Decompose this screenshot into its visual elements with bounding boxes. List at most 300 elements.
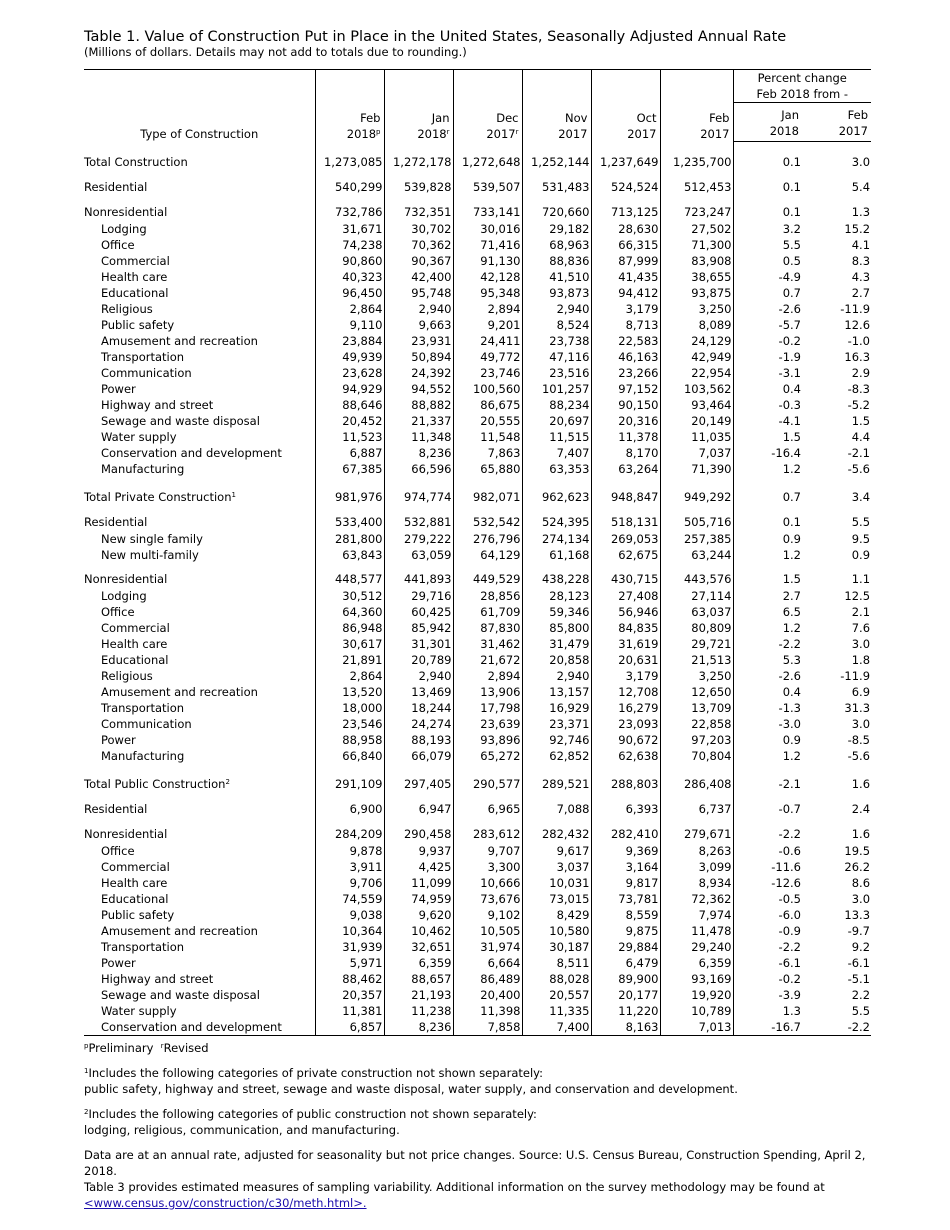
value-cell: 29,716 (384, 588, 453, 604)
percent-cell: -2.6 (733, 668, 802, 684)
value-cell: 11,220 (591, 1003, 660, 1019)
percent-cell: 19.5 (844, 844, 871, 858)
value-cell: 20,149 (660, 413, 733, 429)
percent-cell: 8.6 (851, 876, 871, 890)
col-header: Feb 2017 (660, 70, 733, 142)
table-row (84, 413, 871, 429)
value-cell: 720,660 (522, 196, 591, 221)
percent-cell: 0.4 (733, 381, 802, 397)
value-cell: 8,236 (384, 1019, 453, 1036)
row-label: Office (101, 844, 135, 858)
percent-cell: 2.7 (851, 286, 871, 300)
row-label: Educational (101, 653, 169, 667)
table-row (84, 429, 871, 445)
value-cell: 31,479 (522, 636, 591, 652)
percent-cell: 0.7 (733, 285, 802, 301)
value-cell: 9,707 (453, 843, 522, 859)
value-cell: 31,619 (591, 636, 660, 652)
percent-cell: -16.7 (733, 1019, 802, 1036)
value-cell: 9,369 (591, 843, 660, 859)
percent-cell: 3.0 (851, 637, 871, 651)
percent-cell: -2.6 (733, 301, 802, 317)
value-cell: 74,238 (315, 237, 384, 253)
value-cell: 443,576 (660, 563, 733, 588)
value-cell: 3,179 (591, 301, 660, 317)
value-cell: 7,863 (453, 445, 522, 461)
value-cell: 279,222 (384, 531, 453, 547)
row-label: Manufacturing (101, 749, 185, 763)
percent-cell: 5.4 (851, 180, 871, 194)
row-label: Water supply (101, 1004, 177, 1018)
pct-col-header: Feb 2017 (802, 103, 871, 142)
value-cell: 28,123 (522, 588, 591, 604)
row-label: Nonresidential (84, 572, 168, 586)
col-header: Dec 2017$^r$ (453, 70, 522, 142)
percent-cell: -4.1 (733, 413, 802, 429)
table-row (84, 1019, 871, 1036)
value-cell: 524,395 (522, 506, 591, 531)
percent-cell: 1.3 (733, 1003, 802, 1019)
value-cell: 1,235,700 (660, 142, 733, 172)
value-cell: 540,299 (315, 171, 384, 196)
value-cell: 63,059 (384, 547, 453, 563)
value-cell: 23,093 (591, 716, 660, 732)
value-cell: 10,505 (453, 923, 522, 939)
value-cell: 42,949 (660, 349, 733, 365)
percent-cell: 16.3 (844, 350, 871, 364)
footnotes (84, 1040, 884, 1220)
row-label: Communication (101, 366, 192, 380)
table-row (84, 461, 871, 477)
table-row (84, 349, 871, 365)
value-cell: 42,128 (453, 269, 522, 285)
row-label: Office (101, 605, 135, 619)
percent-cell: 0.9 (733, 531, 802, 547)
value-cell: 32,651 (384, 939, 453, 955)
value-cell: 90,150 (591, 397, 660, 413)
value-cell: 70,804 (660, 748, 733, 764)
value-cell: 38,655 (660, 269, 733, 285)
table-row (84, 1003, 871, 1019)
value-cell: 11,238 (384, 1003, 453, 1019)
col-header: Oct 2017 (591, 70, 660, 142)
value-cell: 11,378 (591, 429, 660, 445)
value-cell: 19,920 (660, 987, 733, 1003)
row-label: Nonresidential (84, 205, 168, 219)
value-cell: 46,163 (591, 349, 660, 365)
table-row (84, 253, 871, 269)
row-label: Conservation and development (84, 1019, 315, 1036)
value-cell: 8,713 (591, 317, 660, 333)
percent-cell: 0.9 (851, 548, 871, 562)
table-row (84, 652, 871, 668)
table-row (84, 891, 871, 907)
value-cell: 23,639 (453, 716, 522, 732)
methodology-link[interactable]: <www.census.gov/construction/c30/meth.html>. (84, 1196, 367, 1210)
row-label: Commercial (101, 621, 170, 635)
table-row (84, 923, 871, 939)
value-cell: 74,959 (384, 891, 453, 907)
table-row (84, 875, 871, 891)
percent-cell: 13.3 (844, 908, 871, 922)
value-cell: 13,906 (453, 684, 522, 700)
percent-cell: -6.0 (733, 907, 802, 923)
value-cell: 732,786 (315, 196, 384, 221)
row-label: Manufacturing (101, 462, 185, 476)
percent-cell: 5.5 (851, 1004, 871, 1018)
value-cell: 88,958 (315, 732, 384, 748)
value-cell: 90,672 (591, 732, 660, 748)
table-row (84, 818, 871, 843)
table-row (84, 142, 871, 172)
row-label: Transportation (101, 940, 185, 954)
value-cell: 61,168 (522, 547, 591, 563)
row-label: Highway and street (101, 398, 214, 412)
value-cell: 3,164 (591, 859, 660, 875)
value-cell: 9,620 (384, 907, 453, 923)
percent-cell: -8.3 (847, 382, 871, 396)
value-cell: 100,560 (453, 381, 522, 397)
percent-cell: -0.5 (733, 891, 802, 907)
value-cell: 73,676 (453, 891, 522, 907)
value-cell: 7,400 (522, 1019, 591, 1036)
value-cell: 279,671 (660, 818, 733, 843)
value-cell: 23,884 (315, 333, 384, 349)
row-label: Lodging (101, 222, 147, 236)
percent-cell: 3.0 (851, 892, 871, 906)
percent-cell: -2.2 (733, 939, 802, 955)
row-label: Sewage and waste disposal (101, 414, 260, 428)
table-row (84, 684, 871, 700)
value-cell: 532,881 (384, 506, 453, 531)
value-cell: 2,894 (453, 301, 522, 317)
table-row (84, 285, 871, 301)
value-cell: 85,800 (522, 620, 591, 636)
row-label: Public safety (101, 908, 175, 922)
percent-cell: 1.2 (733, 620, 802, 636)
table-row (84, 987, 871, 1003)
value-cell: 94,929 (315, 381, 384, 397)
value-cell: 31,974 (453, 939, 522, 955)
value-cell: 24,129 (660, 333, 733, 349)
percent-cell: 0.4 (733, 684, 802, 700)
percent-cell: 1.2 (733, 547, 802, 563)
value-cell: 20,316 (591, 413, 660, 429)
value-cell: 87,999 (591, 253, 660, 269)
value-cell: 10,364 (315, 923, 384, 939)
value-cell: 13,709 (660, 700, 733, 716)
value-cell: 8,263 (660, 843, 733, 859)
value-cell: 10,666 (453, 875, 522, 891)
table-row (84, 955, 871, 971)
value-cell: 92,746 (522, 732, 591, 748)
value-cell: 61,709 (453, 604, 522, 620)
table-row (84, 620, 871, 636)
value-cell: 28,630 (591, 221, 660, 237)
value-cell: 71,300 (660, 237, 733, 253)
percent-cell: -0.7 (733, 793, 802, 818)
table-row (84, 563, 871, 588)
value-cell: 449,529 (453, 563, 522, 588)
row-label: Religious (101, 669, 153, 683)
value-cell: 24,392 (384, 365, 453, 381)
value-cell: 93,875 (660, 285, 733, 301)
value-cell: 73,015 (522, 891, 591, 907)
value-cell: 948,847 (591, 477, 660, 506)
percent-cell: -5.2 (847, 398, 871, 412)
percent-cell: 9.2 (851, 940, 871, 954)
value-cell: 20,452 (315, 413, 384, 429)
percent-cell: 6.9 (851, 685, 871, 699)
value-cell: 63,264 (591, 461, 660, 477)
value-cell: 66,315 (591, 237, 660, 253)
percent-cell: 8.3 (851, 254, 871, 268)
percent-cell: 1.5 (733, 429, 802, 445)
value-cell: 73,781 (591, 891, 660, 907)
value-cell: 23,746 (453, 365, 522, 381)
row-label: Educational (101, 286, 169, 300)
value-cell: 2,940 (522, 301, 591, 317)
percent-cell: 3.0 (851, 155, 871, 169)
percent-cell: -5.6 (847, 749, 871, 763)
percent-cell: 2.4 (851, 802, 871, 816)
value-cell: 533,400 (315, 506, 384, 531)
value-cell: 2,940 (384, 301, 453, 317)
value-cell: 949,292 (660, 477, 733, 506)
value-cell: 84,835 (591, 620, 660, 636)
value-cell: 87,830 (453, 620, 522, 636)
value-cell: 80,809 (660, 620, 733, 636)
row-label: Health care (101, 270, 168, 284)
percent-cell: 0.1 (733, 506, 802, 531)
value-cell: 8,236 (384, 445, 453, 461)
percent-cell: -11.9 (840, 669, 871, 683)
value-cell: 9,937 (384, 843, 453, 859)
value-cell: 6,359 (660, 955, 733, 971)
value-cell: 66,596 (384, 461, 453, 477)
row-label: Power (101, 733, 136, 747)
row-label: Public safety (101, 318, 175, 332)
percent-cell: 1.6 (851, 777, 871, 791)
value-cell: 28,856 (453, 588, 522, 604)
value-cell: 3,179 (591, 668, 660, 684)
value-cell: 29,721 (660, 636, 733, 652)
percent-cell: -2.1 (733, 764, 802, 793)
value-cell: 47,116 (522, 349, 591, 365)
row-label: Sewage and waste disposal (101, 988, 260, 1002)
value-cell: 518,131 (591, 506, 660, 531)
value-cell: 29,884 (591, 939, 660, 955)
value-cell: 10,031 (522, 875, 591, 891)
table-row (84, 748, 871, 764)
value-cell: 532,542 (453, 506, 522, 531)
percent-cell: -1.0 (847, 334, 871, 348)
value-cell: 95,748 (384, 285, 453, 301)
value-cell: 27,408 (591, 588, 660, 604)
value-cell: 49,939 (315, 349, 384, 365)
value-cell: 64,360 (315, 604, 384, 620)
value-cell: 88,028 (522, 971, 591, 987)
value-cell: 7,013 (660, 1019, 733, 1036)
value-cell: 63,353 (522, 461, 591, 477)
value-cell: 20,697 (522, 413, 591, 429)
value-cell: 1,272,178 (384, 142, 453, 172)
value-cell: 524,524 (591, 171, 660, 196)
value-cell: 6,947 (384, 793, 453, 818)
value-cell: 11,548 (453, 429, 522, 445)
footnote-2: $^2$Includes the following categories of public construction not shown separately: lodging, religious, communication, and manufacturing. (84, 1107, 537, 1137)
value-cell: 981,976 (315, 477, 384, 506)
value-cell: 18,000 (315, 700, 384, 716)
value-cell: 276,796 (453, 531, 522, 547)
row-label: Transportation (101, 350, 185, 364)
value-cell: 6,359 (384, 955, 453, 971)
value-cell: 88,462 (315, 971, 384, 987)
percent-cell: 5.5 (851, 515, 871, 529)
table-row (84, 171, 871, 196)
value-cell: 732,351 (384, 196, 453, 221)
percent-cell: 12.6 (844, 318, 871, 332)
value-cell: 93,464 (660, 397, 733, 413)
value-cell: 88,193 (384, 732, 453, 748)
col-header: Jan 2018$^r$ (384, 70, 453, 142)
table-row (84, 397, 871, 413)
table-row (84, 732, 871, 748)
row-label: New single family (101, 532, 203, 546)
row-label: Nonresidential (84, 827, 168, 841)
row-label: Transportation (101, 701, 185, 715)
value-cell: 71,390 (660, 461, 733, 477)
value-cell: 6,393 (591, 793, 660, 818)
percent-cell: 4.1 (851, 238, 871, 252)
value-cell: 59,346 (522, 604, 591, 620)
value-cell: 18,244 (384, 700, 453, 716)
percent-cell: 3.4 (851, 490, 871, 504)
percent-cell: -11.9 (840, 302, 871, 316)
value-cell: 6,887 (315, 445, 384, 461)
value-cell: 68,963 (522, 237, 591, 253)
value-cell: 86,948 (315, 620, 384, 636)
table-row (84, 333, 871, 349)
percent-cell: 0.1 (733, 171, 802, 196)
value-cell: 20,400 (453, 987, 522, 1003)
value-cell: 531,483 (522, 171, 591, 196)
value-cell: 11,348 (384, 429, 453, 445)
row-label: Health care (101, 876, 168, 890)
percent-cell: 7.6 (851, 621, 871, 635)
table-row (84, 668, 871, 684)
percent-cell: 2.7 (733, 588, 802, 604)
value-cell: 31,462 (453, 636, 522, 652)
row-label: Office (101, 238, 135, 252)
value-cell: 91,130 (453, 253, 522, 269)
value-cell: 3,099 (660, 859, 733, 875)
percent-change-header: Percent change Feb 2018 from - (733, 70, 871, 103)
value-cell: 101,257 (522, 381, 591, 397)
value-cell: 23,371 (522, 716, 591, 732)
value-cell: 11,335 (522, 1003, 591, 1019)
value-cell: 6,900 (315, 793, 384, 818)
row-label: Health care (101, 637, 168, 651)
value-cell: 3,250 (660, 668, 733, 684)
value-cell: 1,273,085 (315, 142, 384, 172)
percent-cell: 5.5 (733, 237, 802, 253)
value-cell: 50,894 (384, 349, 453, 365)
value-cell: 16,929 (522, 700, 591, 716)
row-label: Commercial (101, 860, 170, 874)
row-label: Amusement and recreation (101, 685, 258, 699)
value-cell: 6,965 (453, 793, 522, 818)
percent-cell: 26.2 (844, 860, 871, 874)
percent-cell: 1.3 (851, 205, 871, 219)
value-cell: 20,177 (591, 987, 660, 1003)
table-row (84, 381, 871, 397)
value-cell: 12,708 (591, 684, 660, 700)
value-cell: 23,738 (522, 333, 591, 349)
value-cell: 41,510 (522, 269, 591, 285)
value-cell: 31,671 (315, 221, 384, 237)
value-cell: 10,789 (660, 1003, 733, 1019)
value-cell: 2,864 (315, 301, 384, 317)
value-cell: 3,250 (660, 301, 733, 317)
value-cell: 11,523 (315, 429, 384, 445)
value-cell: 6,737 (660, 793, 733, 818)
value-cell: 21,891 (315, 652, 384, 668)
percent-cell: 2.9 (851, 366, 871, 380)
type-of-construction-header: Type of Construction (140, 126, 259, 141)
value-cell: 269,053 (591, 531, 660, 547)
value-cell: 20,555 (453, 413, 522, 429)
value-cell: 85,942 (384, 620, 453, 636)
value-cell: 71,416 (453, 237, 522, 253)
value-cell: 1,237,649 (591, 142, 660, 172)
value-cell: 30,617 (315, 636, 384, 652)
percent-cell: -1.3 (733, 700, 802, 716)
value-cell: 8,163 (591, 1019, 660, 1036)
value-cell: 2,940 (522, 668, 591, 684)
row-label: Water supply (101, 430, 177, 444)
source-note: Data are at an annual rate, adjusted for seasonality but not price changes. Source: U.S. Census Bureau, Construction Spending, April 2, 2018. Table 3 provides estimated measures of sampling variability. Additional information on the survey methodology may be found at <www.census.gov/construction/c30/meth.html>. (84, 1148, 866, 1210)
value-cell: 6,857 (315, 1019, 384, 1036)
construction-table (84, 69, 871, 1036)
value-cell: 8,559 (591, 907, 660, 923)
row-label: Religious (101, 302, 153, 316)
table-row (84, 365, 871, 381)
value-cell: 49,772 (453, 349, 522, 365)
row-label: Residential (84, 802, 148, 816)
table-row (84, 506, 871, 531)
percent-cell: 3.0 (851, 717, 871, 731)
table-row (84, 221, 871, 237)
value-cell: 430,715 (591, 563, 660, 588)
percent-cell: 0.7 (733, 477, 802, 506)
value-cell: 63,843 (315, 547, 384, 563)
value-cell: 62,675 (591, 547, 660, 563)
percent-cell: -4.9 (733, 269, 802, 285)
value-cell: 29,182 (522, 221, 591, 237)
row-label: Conservation and development (101, 446, 282, 460)
value-cell: 9,817 (591, 875, 660, 891)
value-cell: 3,300 (453, 859, 522, 875)
row-label: Commercial (101, 254, 170, 268)
value-cell: 10,462 (384, 923, 453, 939)
value-cell: 65,272 (453, 748, 522, 764)
value-cell: 7,974 (660, 907, 733, 923)
percent-cell: 0.1 (733, 196, 802, 221)
value-cell: 30,187 (522, 939, 591, 955)
value-cell: 20,789 (384, 652, 453, 668)
value-cell: 286,408 (660, 764, 733, 793)
